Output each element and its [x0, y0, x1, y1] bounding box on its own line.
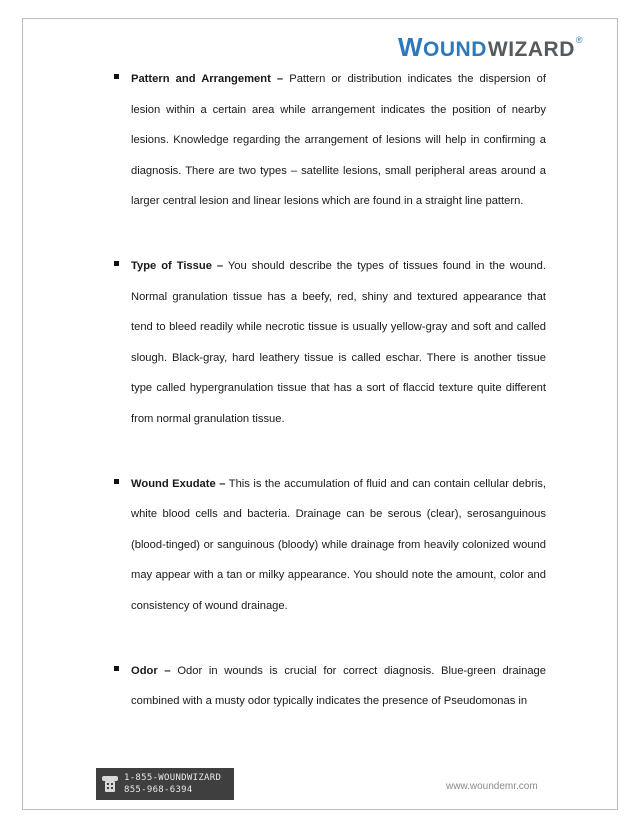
term-heading: Odor – [131, 664, 171, 677]
phone-banner [96, 768, 234, 800]
logo-ound: OUND [423, 38, 487, 61]
bullet-item-odor [114, 656, 546, 717]
phone-icon [99, 771, 121, 797]
document-body [114, 64, 546, 751]
paragraph [131, 469, 546, 622]
phone-numeric-number: 855-968-6394 [124, 785, 193, 795]
term-description: This is the accumulation of fluid and can contain cellular debris, white blood cells and bacteria. Drainage can be serous (clear), serosanguinous (blood-tinged) or sanguinous (bloody) while drainage from heavily colonized wound may appear with a tan or milky appearance. You should note the amount, color and consistency of wound drainage. [131, 477, 547, 612]
logo-registered-mark: ® [575, 35, 584, 45]
paragraph [131, 64, 546, 217]
bullet-item-pattern-arrangement [114, 64, 546, 217]
term-description: You should describe the types of tissues found in the wound. Normal granulation tissue has a beefy, red, shiny and textured appearance that tend to bleed readily while necrotic tissue is usually yellow-gray and soft and called slough. Black-gray, hard leathery tissue is called eschar. There is another tissue type called hypergranulation tissue that has a sort of flaccid texture quite different from normal granulation tissue. [131, 259, 546, 425]
phone-numbers [124, 772, 221, 796]
term-heading: Type of Tissue – [131, 259, 224, 272]
website-url: www.woundemr.com [446, 781, 538, 792]
square-bullet-icon [114, 261, 119, 266]
square-bullet-icon [114, 74, 119, 79]
logo-w: W [398, 32, 424, 62]
term-heading: Pattern and Arrangement – [131, 73, 284, 85]
logo-wizard: WIZARD [487, 38, 575, 61]
term-description: Odor in wounds is crucial for correct diagnosis. Blue-green drainage combined with a musty odor typically indicates the presence of Pseudomonas in [131, 664, 546, 708]
bullet-item-type-of-tissue [114, 251, 546, 435]
paragraph [131, 656, 546, 717]
square-bullet-icon [114, 479, 119, 484]
woundwizard-logo [398, 32, 583, 66]
paragraph [131, 251, 546, 435]
bullet-item-wound-exudate [114, 469, 546, 622]
term-description: Pattern or distribution indicates the dispersion of lesion within a certain area while arrangement indicates the position of nearby lesions. Knowledge regarding the arrangement of lesions will help in confirming a diagnosis. There are two types – satellite lesions, small peripheral areas around a larger central lesion and linear lesions which are found in a straight line pattern. [131, 73, 546, 208]
term-heading: Wound Exudate – [131, 477, 226, 490]
square-bullet-icon [114, 666, 119, 671]
phone-vanity-number: 1-855-WOUNDWIZARD [124, 773, 222, 783]
